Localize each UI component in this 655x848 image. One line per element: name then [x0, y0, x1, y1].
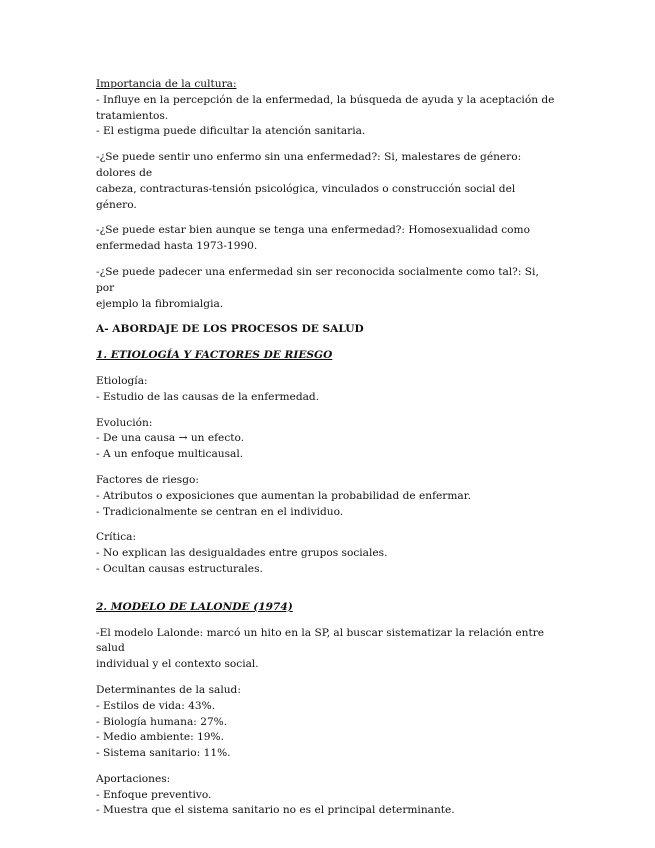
- subheading-aportaciones: Aportaciones:: [96, 772, 171, 785]
- text-line: cabeza, contracturas-tensión psicológica, vinculados o construcción social del género.: [96, 182, 516, 211]
- text-line: -¿Se puede sentir uno enfermo sin una enfermedad?: Si, malestares de género: dolores de: [96, 151, 522, 179]
- text-line: - Influye en la percepción de la enfermedad, la búsqueda de ayuda y la aceptación de: [96, 93, 555, 106]
- text-line: - No explican las desigualdades entre grupos sociales.: [96, 547, 388, 560]
- section-heading-1: 1. ETIOLOGÍA Y FACTORES DE RIESGO: [96, 349, 333, 362]
- document-page: [96, 77, 556, 819]
- text-line: - Estilos de vida: 43%.: [96, 699, 216, 712]
- text-line: - El estigma puede dificultar la atención sanitaria.: [96, 125, 366, 138]
- text-line: - Ocultan causas estructurales.: [96, 562, 263, 575]
- text-line: -¿Se puede padecer una enfermedad sin ser reconocida socialmente como tal?: Si, por: [96, 265, 539, 294]
- text-line: - Atributos o exposiciones que aumentan la probabilidad de enfermar.: [96, 489, 471, 502]
- section-heading-a: A- ABORDAJE DE LOS PROCESOS DE SALUD: [96, 323, 364, 336]
- text-line: -El modelo Lalonde: marcó un hito en la SP, al buscar sistematizar la relación entre salud: [96, 626, 545, 655]
- subheading-evolucion: Evolución:: [96, 416, 153, 429]
- section-heading-2: 2. MODELO DE LALONDE (1974): [96, 600, 293, 613]
- text-line: - A un enfoque multicausal.: [96, 448, 244, 461]
- text-line: enfermedad hasta 1973-1990.: [96, 240, 258, 253]
- text-line: - De una causa → un efecto.: [96, 432, 245, 445]
- text-line: ejemplo la fibromialgia.: [96, 297, 224, 310]
- text-line: - Muestra que el sistema sanitario no es el principal determinante.: [96, 804, 455, 817]
- text-line: - Sistema sanitario: 11%.: [96, 747, 231, 760]
- subheading-etiologia: Etiología:: [96, 374, 148, 387]
- text-line: - Biología humana: 27%.: [96, 715, 228, 728]
- text-line: - Medio ambiente: 19%.: [96, 731, 224, 744]
- text-line: - Enfoque preventivo.: [96, 788, 212, 801]
- text-line: -¿Se puede estar bien aunque se tenga una enfermedad?: Homosexualidad como: [96, 224, 530, 237]
- subheading-critica: Crítica:: [96, 531, 137, 544]
- text-line: tratamientos.: [96, 109, 169, 122]
- text-line: - Tradicionalmente se centran en el individuo.: [96, 505, 344, 518]
- subheading-determinantes: Determinantes de la salud:: [96, 683, 241, 696]
- heading-importancia-cultura: Importancia de la cultura:: [96, 78, 237, 90]
- text-line: individual y el contexto social.: [96, 658, 259, 671]
- text-line: - Estudio de las causas de la enfermedad.: [96, 390, 320, 403]
- subheading-factores-riesgo: Factores de riesgo:: [96, 473, 199, 486]
